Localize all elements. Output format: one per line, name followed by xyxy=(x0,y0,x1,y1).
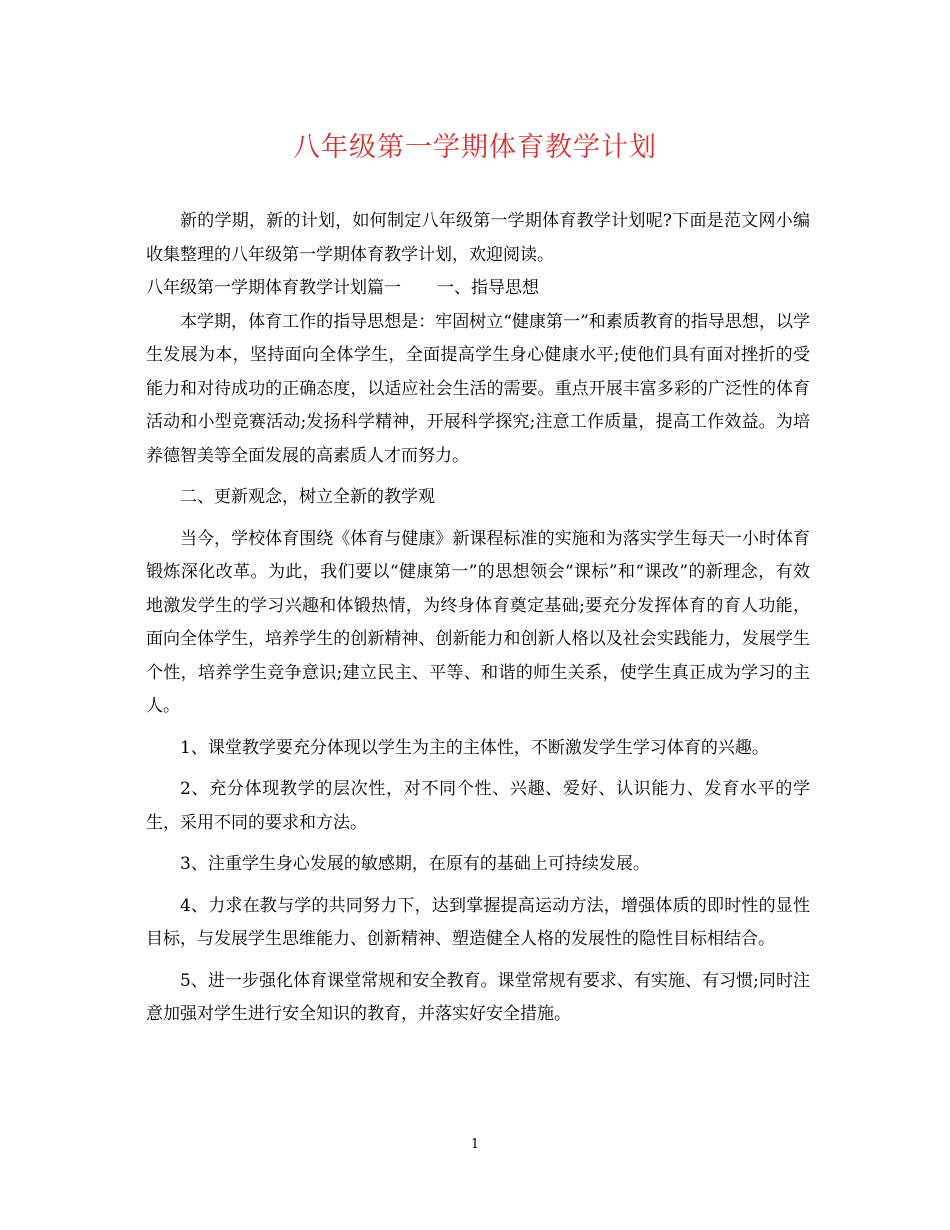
document-title: 八年级第一学期体育教学计划 xyxy=(293,132,657,163)
paragraph-spacer xyxy=(146,882,810,890)
page-number: 1 xyxy=(470,1137,480,1152)
paragraph-spacer xyxy=(146,765,810,773)
teaching-view-paragraph: 当今，学校体育围绕《体育与健康》新课程标准的实施和为落实学生每天一小时体育锻炼深化改革。为此，我们要以“健康第一”的思想领会“课标”和“课改”的新理念，有效地激发学生的学习兴趣和体锻热情，为终身体育奠定基础;要充分发挥体育的育人功能，面向全体学生，培养学生的创新精神、创新能力和创新人格以及社会实践能力，发展学生个性，培养学生竞争意识;建立民主、平等、和谐的师生关系，使学生真正成为学习的主人。 xyxy=(146,528,810,716)
section-two-heading: 二、更新观念，树立全新的教学观 xyxy=(180,487,435,507)
paragraph-spacer xyxy=(146,724,810,732)
list-item-3: 3、注重学生身心发展的敏感期，在原有的基础上可持续发展。 xyxy=(180,854,650,874)
section-heading xyxy=(146,272,810,306)
list-item-4: 4、力求在教与学的共同努力下，达到掌握提高运动方法，增强体质的即时性的显性目标，与发展学生思维能力、创新精神、塑造健全人格的发展性的隐性目标相结合。 xyxy=(146,895,810,949)
section-heading-title: 八年级第一学期体育教学计划篇一 xyxy=(146,278,401,298)
guiding-thought-paragraph: 本学期，体育工作的指导思想是：牢固树立“健康第一”和素质教育的指导思想，以学生发展为本，坚持面向全体学生，全面提高学生身心健康水平;使他们具有面对挫折的受能力和对待成功的正确态度，以适应社会生活的需要。重点开展丰富多彩的广泛性的体育活动和小型竞赛活动;发扬科学精神，开展科学探究;注意工作质量，提高工作效益。为培养德智美等全面发展的高素质人才而努力。 xyxy=(146,311,810,466)
paragraph-spacer xyxy=(146,840,810,848)
list-item-2: 2、充分体现教学的层次性，对不同个性、兴趣、爱好、认识能力、发育水平的学生，采用不同的要求和方法。 xyxy=(146,779,810,833)
paragraph-spacer xyxy=(146,473,810,481)
document-body xyxy=(146,205,810,1032)
section-heading-subtitle: 一、指导思想 xyxy=(437,278,539,298)
paragraph-spacer xyxy=(146,957,810,965)
paragraph-spacer xyxy=(146,515,810,523)
intro-paragraph: 新的学期，新的计划，如何制定八年级第一学期体育教学计划呢?下面是范文网小编收集整理的八年级第一学期体育教学计划，欢迎阅读。 xyxy=(146,211,810,265)
list-item-1: 1、课堂教学要充分体现以学生为主的主体性，不断激发学生学习体育的兴趣。 xyxy=(180,737,769,758)
list-item-5: 5、进一步强化体育课堂常规和安全教育。课堂常规有要求、有实施、有习惯;同时注意加强对学生进行安全知识的教育，并落实好安全措施。 xyxy=(146,970,810,1024)
